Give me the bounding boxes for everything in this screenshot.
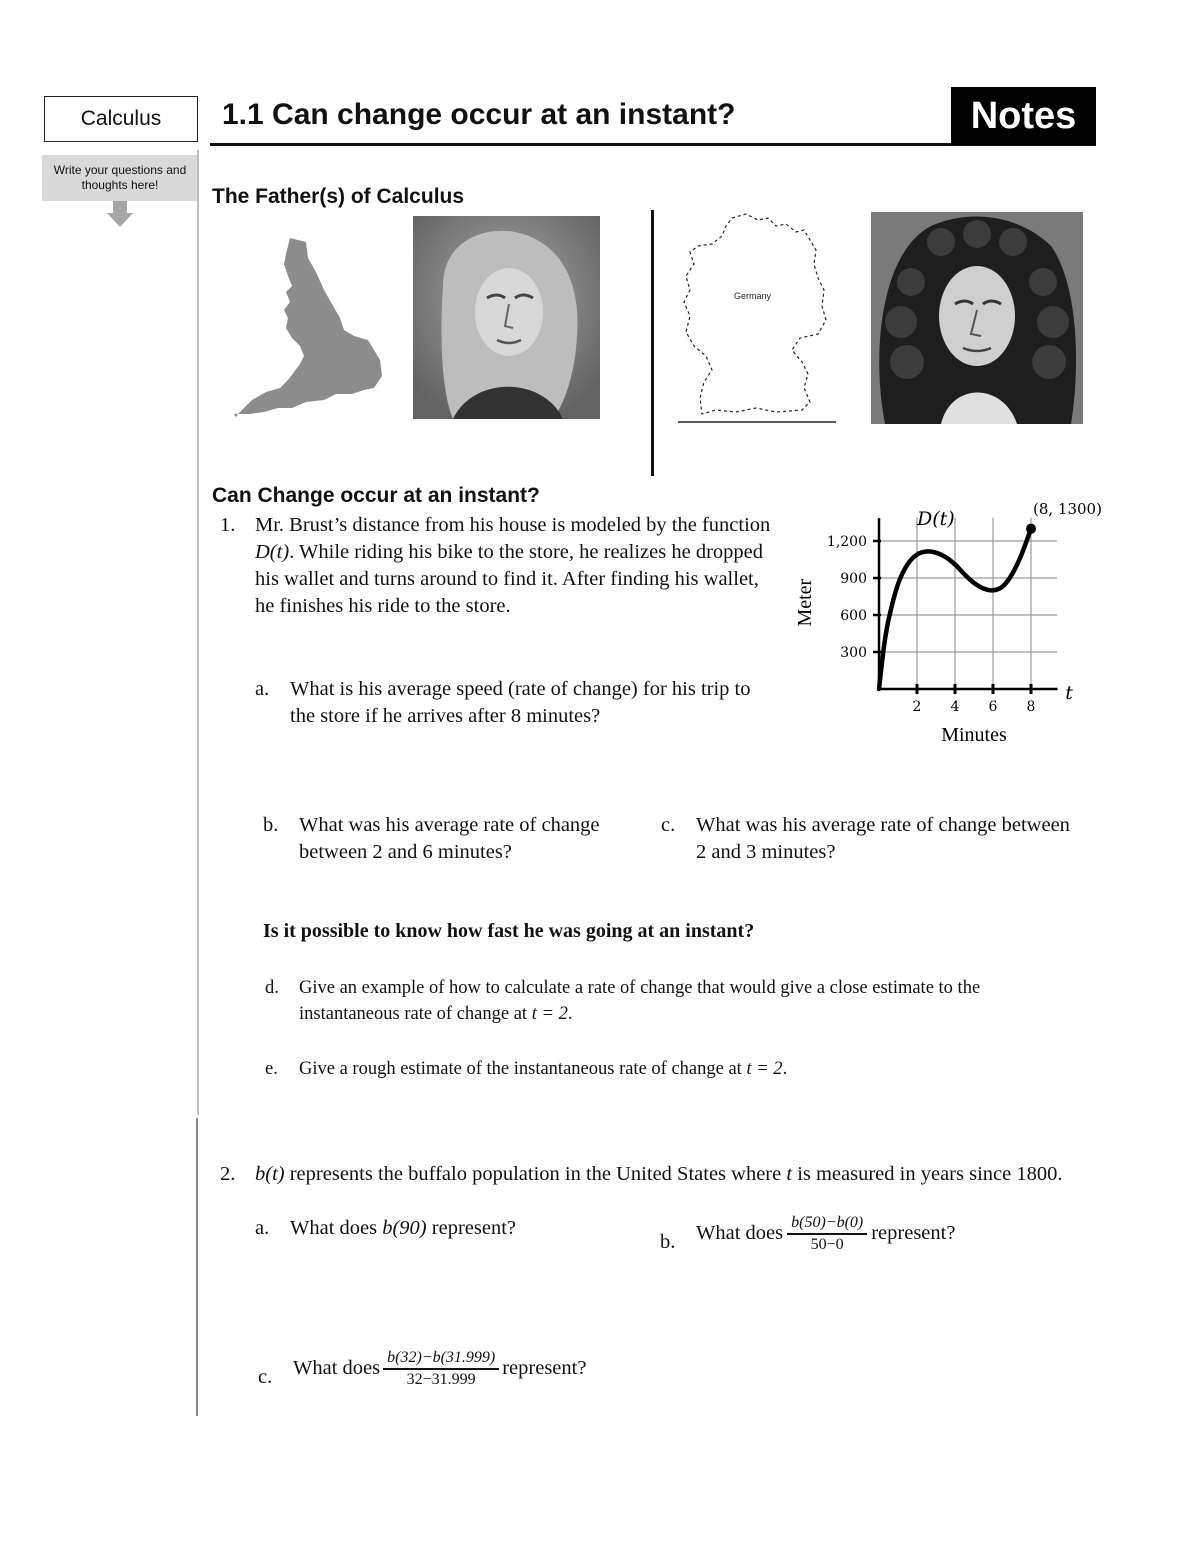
arrow-down-icon: [106, 201, 134, 229]
fraction-2c: [383, 1348, 499, 1390]
page-title: 1.1 Can change occur at an instant?: [222, 98, 736, 131]
question-2-text-part2: is measured in years since 1800.: [792, 1163, 1063, 1185]
question-1-text: [255, 512, 775, 620]
math-t-equals-2: t = 2: [531, 1004, 568, 1024]
question-2c-pre: What does: [293, 1357, 381, 1380]
question-1b-text: What was his average rate of change between 2 and 6 minutes?: [299, 814, 600, 863]
distance-chart: [780, 500, 1110, 750]
germany-map-image: [676, 210, 838, 426]
y-tick-label: 600: [840, 608, 867, 624]
period: .: [567, 1004, 573, 1024]
question-2c-text: [293, 1348, 586, 1390]
question-2b-text: [696, 1213, 955, 1255]
question-2b-post: represent?: [871, 1222, 956, 1245]
data-point: [1026, 524, 1036, 534]
germany-label: Germany: [734, 291, 772, 301]
function-d-of-t: D(t): [255, 541, 290, 563]
fraction-2b: [787, 1213, 867, 1255]
math-b-of-90: b(90): [382, 1217, 427, 1239]
question-1-text-part1: Mr. Brust’s distance from his house is modeled by the function: [255, 514, 771, 536]
question-2a-text: [290, 1215, 516, 1242]
subquestion-label: a.: [255, 678, 270, 700]
x-axis-label: Minutes: [941, 724, 1007, 746]
question-2a-post: represent?: [426, 1217, 516, 1239]
x-variable-label: t: [1065, 682, 1073, 704]
question-2b-pre: What does: [696, 1222, 784, 1245]
x-tick-label: 6: [988, 699, 998, 715]
subquestion-label: c.: [661, 814, 676, 836]
subquestion-label: b.: [263, 814, 279, 836]
margin-tip-text: Write your questions and thoughts here!: [53, 163, 187, 192]
chart-grid: [879, 518, 1057, 689]
instant-question: Is it possible to know how fast he was going at an instant?: [263, 920, 755, 942]
section-heading-fathers: The Father(s) of Calculus: [212, 185, 465, 208]
question-1d-text: [299, 975, 1079, 1027]
notes-badge: Notes: [951, 87, 1096, 145]
math-var-t: t: [786, 1163, 793, 1185]
x-tick-label: 2: [912, 699, 922, 715]
x-tick-label: 4: [950, 699, 960, 715]
section-divider: [651, 210, 654, 476]
margin-tip: [42, 155, 198, 201]
question-1e-text: [299, 1056, 1079, 1082]
question-number: 2.: [220, 1163, 236, 1185]
margin-line: [197, 150, 199, 1115]
period: .: [782, 1059, 788, 1079]
course-label: Calculus: [44, 96, 198, 142]
subquestion-label: b.: [660, 1231, 676, 1253]
subquestion-label: c.: [258, 1366, 273, 1388]
question-2-text: [255, 1161, 1095, 1188]
fraction-numerator: b(50)−b(0): [791, 1214, 864, 1231]
question-number: 1.: [220, 514, 236, 536]
fraction-denominator: 32−31.999: [406, 1370, 476, 1388]
question-2a-pre: What does: [290, 1217, 383, 1239]
fraction-denominator: 50−0: [810, 1235, 844, 1253]
question-2c-post: represent?: [502, 1357, 587, 1380]
leibniz-portrait-image: [871, 212, 1083, 424]
fraction-numerator: b(32)−b(31.999): [387, 1349, 496, 1366]
function-b-of-t: b(t): [255, 1163, 285, 1185]
y-tick-label: 1,200: [826, 534, 867, 550]
margin-line: [196, 1118, 198, 1416]
y-axis-label: Meter: [794, 578, 816, 627]
newton-portrait-image: [413, 216, 600, 419]
y-tick-label: 900: [840, 571, 867, 587]
subquestion-label: d.: [265, 978, 279, 998]
england-map-image: [228, 232, 388, 418]
question-1a-text: What is his average speed (rate of change) for his trip to the store if he arrives after 8 minutes?: [290, 678, 751, 727]
math-t-equals-2: t = 2: [746, 1059, 783, 1079]
question-1d-text-body: Give an example of how to calculate a rate of change that would give a close estimate to the instantaneous rate of change at: [299, 978, 981, 1024]
question-1e-text-body: Give a rough estimate of the instantaneous rate of change at: [299, 1059, 747, 1079]
section-heading-change: Can Change occur at an instant?: [212, 484, 540, 507]
question-2-text-part1: represents the buffalo population in the United States where: [284, 1163, 787, 1185]
question-1-text-part2: . While riding his bike to the store, he realizes he dropped his wallet and turns around to find it. After finding his wallet, he finishes his ride to the store.: [255, 541, 763, 617]
subquestion-label: e.: [265, 1059, 278, 1079]
subquestion-label: a.: [255, 1217, 270, 1239]
y-tick-label: 300: [840, 645, 867, 661]
function-label: D(t): [917, 507, 955, 530]
x-tick-label: 8: [1026, 699, 1036, 715]
point-label: (8, 1300): [1033, 500, 1102, 518]
question-1c-text: What was his average rate of change between 2 and 3 minutes?: [696, 814, 1070, 863]
